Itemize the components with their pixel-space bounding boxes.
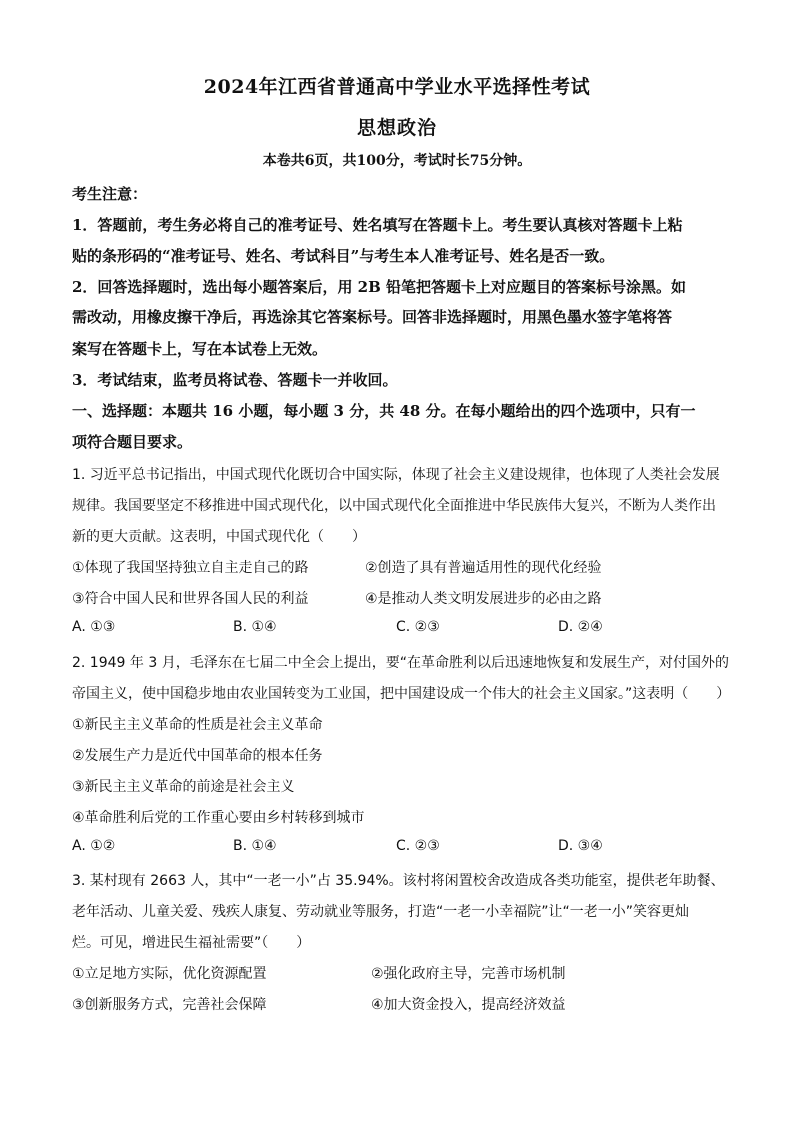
question-1-choice: B. ①④ [233,619,277,635]
question-3-item: ①立足地方实际，优化资源配置 [72,966,267,982]
notice-line: 贴的条形码的“准考证号、姓名、考试科目”与考生本人准考证号、姓名是否一致。 [72,247,615,265]
exam-title: 2024年江西省普通高中学业水平选择性考试 [203,76,591,98]
question-3-stem: 烂。可见，增进民生福祉需要”（ ） [72,935,311,951]
question-2-item: ④革命胜利后党的工作重心要由乡村转移到城市 [72,810,365,826]
question-3-item: ④加大资金投入，提高经济效益 [371,997,566,1013]
question-1-item: ④是推动人类文明发展进步的必由之路 [365,591,602,607]
question-2-choice: D. ③④ [558,838,603,854]
question-1-choice: C. ②③ [396,619,440,635]
question-3-stem: 老年活动、儿童关爱、残疾人康复、劳动就业等服务，打造“一老一小幸福院”让“一老一小”笑容更灿 [72,904,690,920]
subject-title: 思想政治 [356,117,437,139]
question-1-choice: A. ①③ [72,619,116,635]
notice-heading: 考生注意： [72,185,148,203]
notice-line: 1．答题前，考生务必将自己的准考证号、姓名填写在答题卡上。考生要认真核对答题卡上粘 [72,216,683,234]
question-1-item: ①体现了我国坚持独立自主走自己的路 [72,560,309,576]
notice-line: 案写在答题卡上，写在本试卷上无效。 [72,340,328,358]
question-2-choice: B. ①④ [233,838,277,854]
question-1-item: ③符合中国人民和世界各国人民的利益 [72,591,309,607]
question-2-choice: C. ②③ [396,838,440,854]
question-2-stem: 2. 1949 年 3 月，毛泽东在七届二中全会上提出，要“在革命胜利以后迅速地恢复和发展生产，对付国外的 [72,655,729,671]
question-1-stem: 1. 习近平总书记指出，中国式现代化既切合中国实际，体现了社会主义建设规律，也体现了人类社会发展 [72,467,720,483]
question-1-choice: D. ②④ [558,619,603,635]
notice-line: 3．考试结束，监考员将试卷、答题卡一并收回。 [72,371,398,389]
question-2-choice: A. ①② [72,838,116,854]
question-3-item: ③创新服务方式，完善社会保障 [72,997,267,1013]
question-2-stem: 帝国主义，使中国稳步地由农业国转变为工业国，把中国建设成一个伟大的社会主义国家。”这表明（ ） [72,686,731,702]
question-1-stem: 规律。我国要坚定不移推进中国式现代化，以中国式现代化全面推进中华民族伟大复兴，不断为人类作出 [72,498,716,514]
question-3-stem: 3. 某村现有 2663 人，其中“一老一小”占 35.94%。该村将闲置校舍改造成各类功能室，提供老年助餐、 [72,873,725,889]
notice-line: 需改动，用橡皮擦干净后，再选涂其它答案标号。回答非选择题时，用黑色墨水签字笔将答 [72,308,673,326]
question-1-stem: 新的更大贡献。这表明，中国式现代化（ ） [72,529,366,545]
question-3-item: ②强化政府主导，完善市场机制 [371,966,566,982]
section-heading: 一、选择题：本题共 16 小题，每小题 3 分，共 48 分。在每小题给出的四个选项中，只有一 [72,402,696,420]
exam-info: 本卷共6页，共100分，考试时长75分钟。 [262,153,532,169]
question-1-item: ②创造了具有普遍适用性的现代化经验 [365,560,602,576]
question-2-item: ①新民主主义革命的性质是社会主义革命 [72,717,323,733]
question-2-item: ③新民主主义革命的前途是社会主义 [72,779,295,795]
question-2-item: ②发展生产力是近代中国革命的根本任务 [72,748,323,764]
section-heading: 项符合题目要求。 [72,433,193,451]
notice-line: 2．回答选择题时，选出每小题答案后，用 2B 铅笔把答题卡上对应题目的答案标号涂黑。如 [72,278,687,296]
